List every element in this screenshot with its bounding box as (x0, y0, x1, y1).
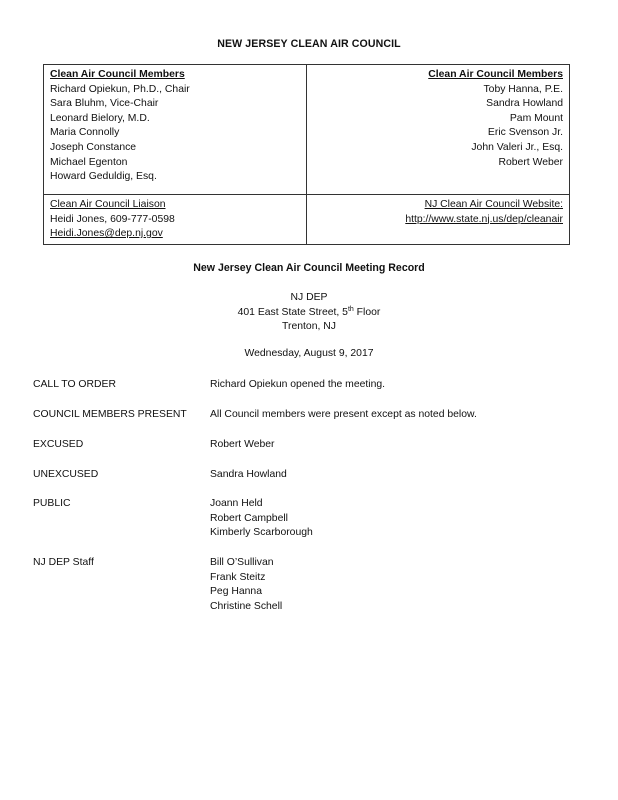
member-name: Howard Geduldig, Esq. (50, 171, 157, 183)
member-name: Toby Hanna, P.E. (483, 83, 563, 95)
section-label: UNEXCUSED (33, 469, 99, 480)
member-name: John Valeri Jr., Esq. (471, 141, 563, 153)
venue-city: Trenton, NJ (282, 321, 336, 333)
member-name: Joseph Constance (50, 141, 137, 153)
list-item: Robert Campbell (210, 512, 288, 524)
council-members-table (43, 64, 570, 245)
members-left-cell (44, 65, 307, 195)
member-name: Sandra Howland (486, 98, 563, 110)
member-name: Maria Connolly (50, 127, 120, 139)
member-name: Pam Mount (509, 112, 563, 124)
section-value: Robert Weber (210, 439, 275, 450)
section-value: All Council members were present except as noted below. (210, 409, 477, 420)
meeting-record-title: New Jersey Clean Air Council Meeting Record (193, 262, 425, 274)
member-name: Leonard Bielory, M.D. (50, 112, 150, 124)
website-link[interactable]: http://www.state.nj.us/dep/cleanair (405, 213, 563, 225)
member-name: Robert Weber (498, 156, 563, 168)
section-label: COUNCIL MEMBERS PRESENT (33, 409, 187, 420)
list-item: Frank Steitz (210, 571, 266, 583)
liaison-email-link[interactable]: Heidi.Jones@dep.nj.gov (50, 228, 163, 240)
members-right-heading: Clean Air Council Members (428, 69, 563, 80)
member-name: Richard Opiekun, Ph.D., Chair (50, 83, 190, 95)
list-item: Kimberly Scarborough (210, 527, 313, 539)
section-value: Sandra Howland (210, 469, 287, 480)
section-label: CALL TO ORDER (33, 379, 116, 390)
venue-name: NJ DEP (290, 292, 328, 303)
members-left-heading: Clean Air Council Members (50, 69, 185, 80)
members-right-cell (307, 65, 570, 195)
liaison-heading: Clean Air Council Liaison (50, 199, 166, 210)
section-value: Richard Opiekun opened the meeting. (210, 379, 386, 390)
member-name: Michael Egenton (50, 156, 128, 168)
venue-address: 401 East State Street, 5th Floor (237, 305, 381, 318)
section-label: NJ DEP Staff (33, 557, 94, 568)
section-label: EXCUSED (33, 439, 84, 450)
website-heading: NJ Clean Air Council Website: (424, 199, 563, 210)
page-title: NEW JERSEY CLEAN AIR COUNCIL (217, 38, 401, 50)
list-item: Joann Held (210, 498, 263, 509)
staff-names-list (210, 556, 282, 614)
list-item: Peg Hanna (210, 586, 262, 598)
list-item: Christine Schell (210, 600, 283, 612)
website-cell (307, 195, 570, 245)
meeting-date: Wednesday, August 9, 2017 (244, 348, 374, 359)
venue-block (0, 291, 618, 335)
member-name: Eric Svenson Jr. (487, 127, 563, 139)
list-item: Bill O’Sullivan (210, 557, 274, 568)
section-label: PUBLIC (33, 498, 71, 509)
liaison-cell (44, 195, 307, 245)
public-names-list (210, 497, 313, 541)
member-name: Sara Bluhm, Vice-Chair (50, 98, 159, 110)
liaison-contact: Heidi Jones, 609-777-0598 (50, 213, 175, 225)
